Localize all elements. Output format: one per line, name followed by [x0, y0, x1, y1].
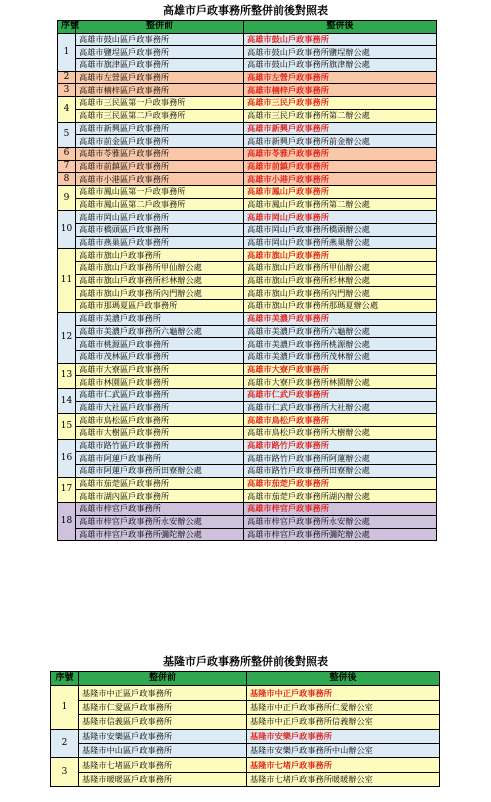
group-number: 18	[58, 503, 76, 541]
kaohsiung-comparison-table	[57, 20, 437, 541]
after-office-cell: 高雄市小港戶政事務所	[244, 173, 437, 186]
table-row	[58, 515, 437, 528]
before-office-cell: 高雄市新興區戶政事務所	[76, 122, 244, 135]
table-row	[58, 160, 437, 173]
table-row	[58, 465, 437, 478]
after-office-cell: 高雄市路竹戶政事務所阿蓮辦公處	[244, 452, 437, 465]
group-number: 3	[51, 758, 79, 787]
column-header: 整併後	[247, 672, 440, 686]
before-office-cell: 高雄市那瑪夏區戶政事務所	[76, 300, 244, 313]
after-office-cell: 高雄市美濃戶政事務所茂林辦公處	[244, 350, 437, 363]
table-row	[58, 262, 437, 275]
table-row	[51, 758, 440, 772]
after-office-cell: 高雄市旗山戶政事務所內門辦公處	[244, 287, 437, 300]
table-row	[58, 439, 437, 452]
before-office-cell: 基隆市仁愛區戶政事務所	[79, 700, 247, 714]
table-row	[58, 59, 437, 72]
table-row	[58, 490, 437, 503]
before-office-cell: 高雄市旗津區戶政事務所	[76, 59, 244, 72]
table-row	[58, 388, 437, 401]
group-number: 11	[58, 249, 76, 312]
table-row	[58, 338, 437, 351]
table-row	[51, 700, 440, 714]
before-office-cell: 高雄市燕巢區戶政事務所	[76, 236, 244, 249]
table-row	[58, 427, 437, 440]
after-office-cell: 基隆市安樂戶政事務所	[247, 729, 440, 743]
table-row	[58, 185, 437, 198]
after-office-cell: 高雄市茄萣戶政事務所湖內辦公處	[244, 490, 437, 503]
before-office-cell: 高雄市梓官戶政事務所	[76, 503, 244, 516]
group-number: 13	[58, 363, 76, 388]
after-office-cell: 高雄市梓官戶政事務所永安辦公處	[244, 515, 437, 528]
before-office-cell: 高雄市阿蓮戶政事務所	[76, 452, 244, 465]
before-office-cell: 高雄市美濃戶政事務所六龜辦公處	[76, 325, 244, 338]
before-office-cell: 高雄市三民區第一戶政事務所	[76, 97, 244, 110]
after-office-cell: 高雄市美濃戶政事務所桃源辦公處	[244, 338, 437, 351]
after-office-cell: 高雄市旗山戶政事務所那瑪夏辦公處	[244, 300, 437, 313]
table-row	[58, 135, 437, 148]
after-office-cell: 高雄市鳥松戶政事務所	[244, 414, 437, 427]
group-number: 2	[58, 71, 76, 84]
before-office-cell: 高雄市三民區第二戶政事務所	[76, 109, 244, 122]
before-office-cell: 高雄市旗山戶政事務所內門辦公處	[76, 287, 244, 300]
table-row	[51, 729, 440, 743]
before-office-cell: 高雄市大樹區戶政事務所	[76, 427, 244, 440]
keelung-title: 基隆市戶政事務所整併前後對照表	[163, 655, 328, 668]
after-office-cell: 高雄市仁武戶政事務所大社辦公處	[244, 401, 437, 414]
table-row	[58, 122, 437, 135]
table-row	[58, 211, 437, 224]
before-office-cell: 高雄市鼓山區戶政事務所	[76, 33, 244, 46]
group-number: 7	[58, 160, 76, 173]
before-office-cell: 高雄市阿蓮戶政事務所田寮辦公處	[76, 465, 244, 478]
before-office-cell: 基隆市暖暖區戶政事務所	[79, 772, 247, 786]
table-header-row	[51, 672, 440, 686]
column-header: 整併前	[76, 21, 244, 34]
table-row	[58, 414, 437, 427]
table-row	[58, 528, 437, 541]
before-office-cell: 高雄市美濃戶政事務所	[76, 312, 244, 325]
column-header: 整併後	[244, 21, 437, 34]
after-office-cell: 高雄市岡山戶政事務所	[244, 211, 437, 224]
before-office-cell: 基隆市中山區戶政事務所	[79, 743, 247, 757]
before-office-cell: 高雄市鳳山區第二戶政事務所	[76, 198, 244, 211]
before-office-cell: 高雄市大寮區戶政事務所	[76, 363, 244, 376]
after-office-cell: 基隆市中正戶政事務所信義辦公室	[247, 715, 440, 729]
before-office-cell: 高雄市岡山區戶政事務所	[76, 211, 244, 224]
before-office-cell: 高雄市苓雅區戶政事務所	[76, 147, 244, 160]
table-row	[51, 743, 440, 757]
before-office-cell: 高雄市小港區戶政事務所	[76, 173, 244, 186]
table-row	[58, 477, 437, 490]
group-number: 14	[58, 388, 76, 413]
table-row	[51, 686, 440, 700]
before-office-cell: 高雄市湖內區戶政事務所	[76, 490, 244, 503]
before-office-cell: 高雄市橋頭區戶政事務所	[76, 224, 244, 237]
before-office-cell: 高雄市旗山戶政事務所杉林辦公處	[76, 274, 244, 287]
table-row	[58, 452, 437, 465]
before-office-cell: 高雄市鳳山區第一戶政事務所	[76, 185, 244, 198]
before-office-cell: 高雄市梓官戶政事務所彌陀辦公處	[76, 528, 244, 541]
before-office-cell: 高雄市鹽埕區戶政事務所	[76, 46, 244, 59]
column-header: 序號	[51, 672, 79, 686]
before-office-cell: 高雄市梓官戶政事務所永安辦公處	[76, 515, 244, 528]
before-office-cell: 高雄市前金區戶政事務所	[76, 135, 244, 148]
before-office-cell: 基隆市七堵區戶政事務所	[79, 758, 247, 772]
table-row	[58, 287, 437, 300]
group-number: 10	[58, 211, 76, 249]
after-office-cell: 高雄市鳥松戶政事務所大樹辦公處	[244, 427, 437, 440]
after-office-cell: 高雄市仁武戶政事務所	[244, 388, 437, 401]
after-office-cell: 高雄市大寮戶政事務所林園辦公處	[244, 376, 437, 389]
table-row	[58, 84, 437, 97]
group-number: 8	[58, 173, 76, 186]
after-office-cell: 高雄市大寮戶政事務所	[244, 363, 437, 376]
table-row	[58, 147, 437, 160]
group-number: 1	[58, 33, 76, 71]
table-row	[51, 715, 440, 729]
after-office-cell: 基隆市安樂戶政事務所中山辦公室	[247, 743, 440, 757]
after-office-cell: 高雄市鼓山戶政事務所旗津辦公處	[244, 59, 437, 72]
after-office-cell: 高雄市美濃戶政事務所六龜辦公處	[244, 325, 437, 338]
column-header: 整併前	[79, 672, 247, 686]
table-row	[58, 312, 437, 325]
keelung-comparison-table	[50, 671, 440, 787]
table-row	[58, 350, 437, 363]
after-office-cell: 基隆市七堵戶政事務所	[247, 758, 440, 772]
after-office-cell: 高雄市新興戶政事務所	[244, 122, 437, 135]
after-office-cell: 高雄市岡山戶政事務所橋頭辦公處	[244, 224, 437, 237]
group-number: 2	[51, 729, 79, 758]
after-office-cell: 高雄市路竹戶政事務所田寮辦公處	[244, 465, 437, 478]
before-office-cell: 高雄市旗山戶政事務所甲仙辦公處	[76, 262, 244, 275]
table-row	[58, 503, 437, 516]
table-row	[51, 772, 440, 786]
after-office-cell: 基隆市中正戶政事務所仁愛辦公室	[247, 700, 440, 714]
after-office-cell: 高雄市左營戶政事務所	[244, 71, 437, 84]
group-number: 6	[58, 147, 76, 160]
before-office-cell: 基隆市中正區戶政事務所	[79, 686, 247, 700]
group-number: 17	[58, 477, 76, 502]
group-number: 1	[51, 686, 79, 729]
table-row	[58, 401, 437, 414]
after-office-cell: 高雄市路竹戶政事務所	[244, 439, 437, 452]
table-row	[58, 236, 437, 249]
table-row	[58, 109, 437, 122]
table-row	[58, 97, 437, 110]
group-number: 12	[58, 312, 76, 363]
after-office-cell: 高雄市旗山戶政事務所	[244, 249, 437, 262]
after-office-cell: 高雄市三民戶政事務所	[244, 97, 437, 110]
table-row	[58, 224, 437, 237]
table-row	[58, 33, 437, 46]
table-row	[58, 46, 437, 59]
group-number: 5	[58, 122, 76, 147]
before-office-cell: 高雄市林園區戶政事務所	[76, 376, 244, 389]
after-office-cell: 高雄市鼓山戶政事務所鹽埕辦公處	[244, 46, 437, 59]
table-header-row	[58, 21, 437, 34]
table-row	[58, 363, 437, 376]
before-office-cell: 高雄市桃源區戶政事務所	[76, 338, 244, 351]
after-office-cell: 高雄市旗山戶政事務所杉林辦公處	[244, 274, 437, 287]
table-row	[58, 376, 437, 389]
before-office-cell: 高雄市茄萣區戶政事務所	[76, 477, 244, 490]
group-number: 15	[58, 414, 76, 439]
before-office-cell: 高雄市仁武區戶政事務所	[76, 388, 244, 401]
after-office-cell: 高雄市茄萣戶政事務所	[244, 477, 437, 490]
after-office-cell: 高雄市新興戶政事務所前金辦公處	[244, 135, 437, 148]
after-office-cell: 高雄市楠梓戶政事務所	[244, 84, 437, 97]
group-number: 3	[58, 84, 76, 97]
after-office-cell: 高雄市岡山戶政事務所燕巢辦公處	[244, 236, 437, 249]
kaohsiung-title: 高雄市戶政事務所整併前後對照表	[163, 4, 328, 17]
before-office-cell: 高雄市鳥松區戶政事務所	[76, 414, 244, 427]
before-office-cell: 高雄市茂林區戶政事務所	[76, 350, 244, 363]
after-office-cell: 高雄市苓雅戶政事務所	[244, 147, 437, 160]
group-number: 4	[58, 97, 76, 122]
after-office-cell: 高雄市鳳山戶政事務所	[244, 185, 437, 198]
table-row	[58, 274, 437, 287]
after-office-cell: 高雄市鼓山戶政事務所	[244, 33, 437, 46]
before-office-cell: 高雄市前鎮區戶政事務所	[76, 160, 244, 173]
before-office-cell: 基隆市安樂區戶政事務所	[79, 729, 247, 743]
before-office-cell: 高雄市路竹區戶政事務所	[76, 439, 244, 452]
before-office-cell: 高雄市楠梓區戶政事務所	[76, 84, 244, 97]
table-row	[58, 300, 437, 313]
after-office-cell: 高雄市前鎮戶政事務所	[244, 160, 437, 173]
after-office-cell: 高雄市鳳山戶政事務所第二辦公處	[244, 198, 437, 211]
group-number: 9	[58, 185, 76, 210]
before-office-cell: 基隆市信義區戶政事務所	[79, 715, 247, 729]
table-row	[58, 173, 437, 186]
after-office-cell: 基隆市中正戶政事務所	[247, 686, 440, 700]
table-row	[58, 325, 437, 338]
before-office-cell: 高雄市旗山戶政事務所	[76, 249, 244, 262]
after-office-cell: 高雄市旗山戶政事務所甲仙辦公處	[244, 262, 437, 275]
after-office-cell: 高雄市三民戶政事務所第二辦公處	[244, 109, 437, 122]
table-row	[58, 249, 437, 262]
before-office-cell: 高雄市左營區戶政事務所	[76, 71, 244, 84]
table-row	[58, 198, 437, 211]
group-number: 16	[58, 439, 76, 477]
after-office-cell: 高雄市美濃戶政事務所	[244, 312, 437, 325]
table-row	[58, 71, 437, 84]
before-office-cell: 高雄市大社區戶政事務所	[76, 401, 244, 414]
after-office-cell: 高雄市梓官戶政事務所	[244, 503, 437, 516]
column-header: 序號	[58, 21, 76, 34]
after-office-cell: 基隆市七堵戶政事務所暖暖辦公室	[247, 772, 440, 786]
after-office-cell: 高雄市梓官戶政事務所彌陀辦公處	[244, 528, 437, 541]
